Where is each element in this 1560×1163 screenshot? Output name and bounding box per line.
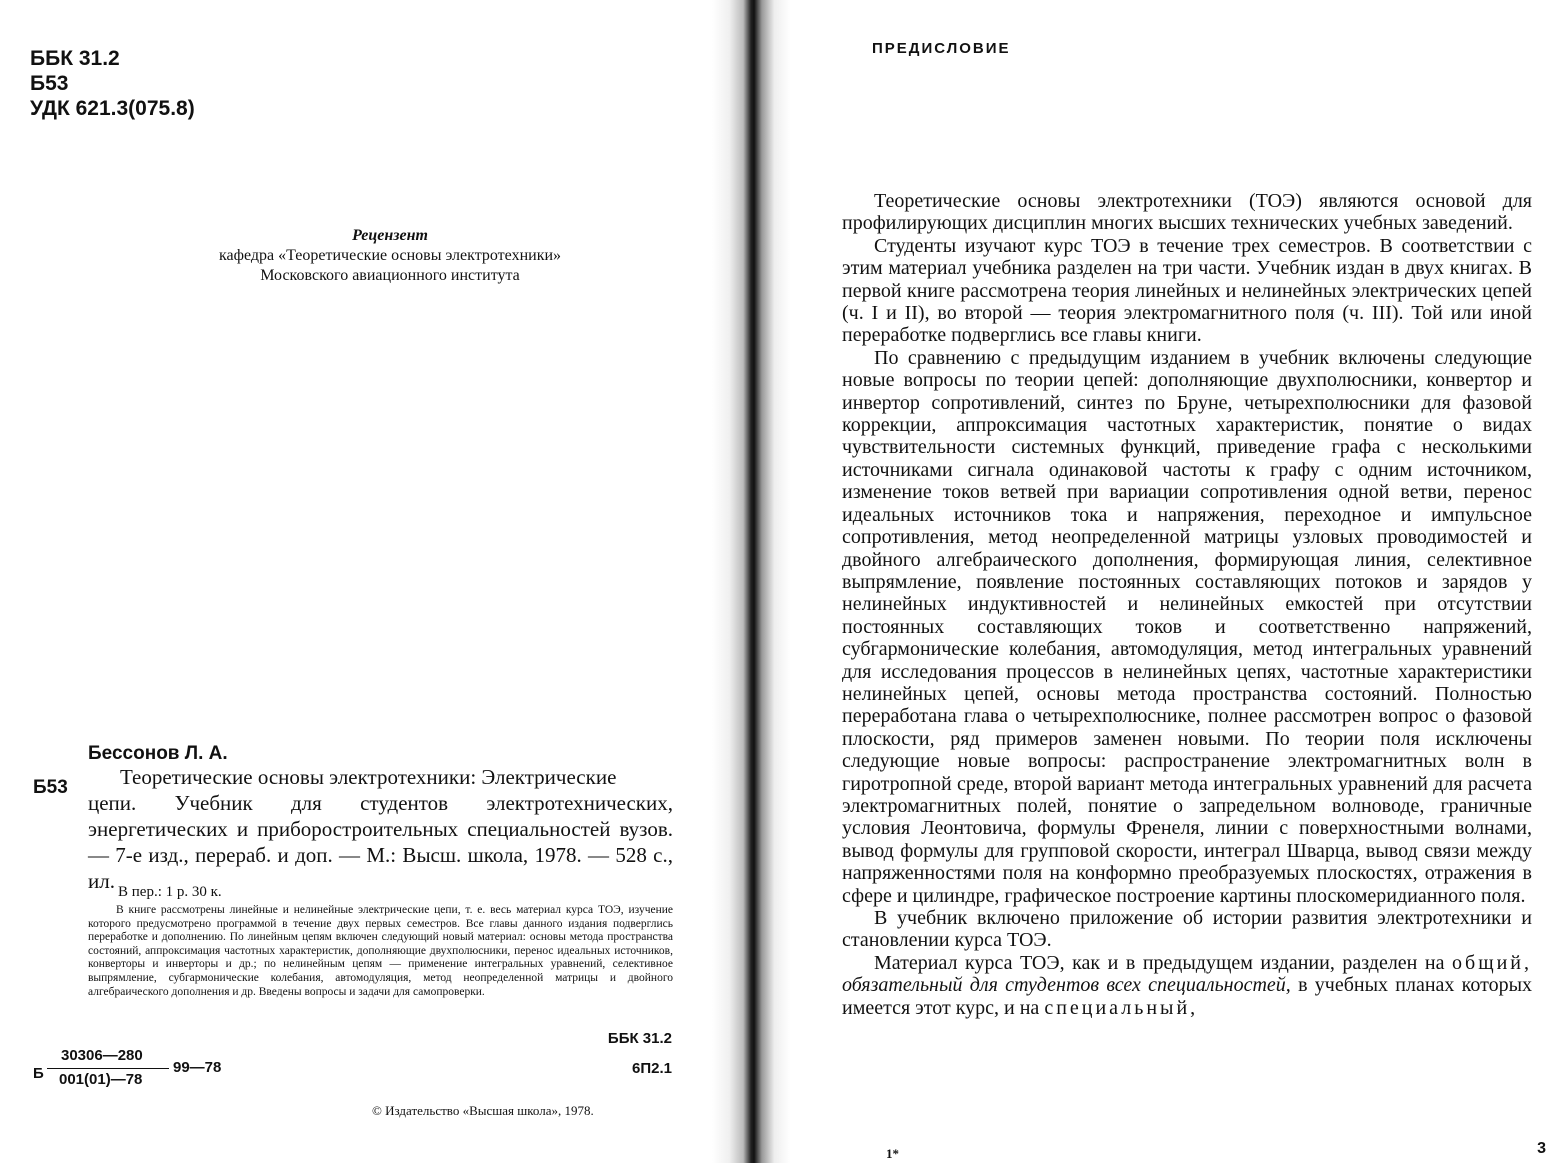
citation-details: цепи. Учебник для студентов электротехнических, энергетических и приборостроительных специальностей вузов. — 7-е изд., перераб. и доп. — М.: Высш. школа, 1978. — 528 с., ил. xyxy=(88,791,673,893)
catalog-code: Б53 xyxy=(33,777,68,798)
udk-code: УДК 621.3(075.8) xyxy=(30,97,195,120)
left-page xyxy=(0,0,712,1163)
paragraph-5-start: Материал курса ТОЭ, как и в предыдущем издании, разделен на xyxy=(874,951,1445,974)
bbk-bottom: ББК 31.2 xyxy=(607,1030,672,1047)
citation-title: Теоретические основы электротехники: Электрические xyxy=(120,765,617,789)
author-mark: Б53 xyxy=(30,72,69,95)
fraction-bar xyxy=(47,1068,169,1069)
bbk-code: ББК 31.2 xyxy=(30,47,120,70)
price: В пер.: 1 р. 30 к. xyxy=(118,884,222,900)
author-name: Бессонов Л. А. xyxy=(88,743,228,764)
spaced-general: общий, xyxy=(1452,951,1533,974)
right-page xyxy=(790,0,1560,1163)
italic-mandatory: обязательный для студентов всех специальностей, xyxy=(842,974,1291,997)
annotation-text: В книге рассмотрены линейные и нелинейные электрические цепи, т. е. весь материал курса ТОЭ, изучение которого предусмотрено программой в течение двух первых семестров. Все главы данного издания подверглись переработке и дополнению. По линейным цепям включен следующий новый материал: основы метода пространства состояний, аппроксимация частотных характеристик, дополняющие двухполюсники, перенос идеальных источников, конверторы и инверторы и др.; по нелинейным цепям — применение интегральных уравнений, селективное выпрямление, субгармонические колебания, автомодуляция, метод неопределенной матрицы и двойного алгебраического дополнения и др. Введены вопросы и задачи для самопроверки. xyxy=(88,904,673,998)
reviewer-line-1: кафедра «Теоретические основы электротехники» xyxy=(218,247,562,264)
paragraph-5-middle: в учебных планах которых имеется этот курс, и на xyxy=(842,974,1533,1019)
reviewer-block xyxy=(110,226,670,286)
preface-paragraph-5 xyxy=(842,952,1532,1019)
signature-mark: 1* xyxy=(886,1146,899,1161)
bibliographic-citation xyxy=(88,764,673,894)
reviewer-heading: Рецензент xyxy=(352,227,428,244)
bbk-secondary-code: 6П2.1 xyxy=(632,1060,672,1077)
preface-title: ПРЕДИСЛОВИЕ xyxy=(872,40,1011,57)
preface-body xyxy=(842,190,1532,1019)
reviewer-line-2: Московского авиационного института xyxy=(260,267,520,284)
annotation xyxy=(88,904,673,999)
spaced-special: специальный, xyxy=(1044,996,1199,1019)
index-numerator: 30306—280 xyxy=(61,1047,143,1064)
page-number: 3 xyxy=(1537,1140,1546,1157)
preface-paragraph-1: Теоретические основы электротехники (ТОЭ) являются основой для профилирующих дисциплин многих высших технических учебных заведений. xyxy=(842,190,1532,235)
preface-paragraph-2: Студенты изучают курс ТОЭ в течение трех семестров. В соответствии с этим материал учебника разделен на три части. Учебник издан в двух книгах. В первой книге рассмотрена теория линейных и нелинейных электрических цепей (ч. I и II), во второй — теория электромагнитного поля (ч. III). Той или иной переработке подверглись все главы книги. xyxy=(842,234,1532,347)
preface-paragraph-3: По сравнению с предыдущим изданием в учебник включены следующие новые вопросы по теории цепей: дополняющие двухполюсники, конвертор и инвертор сопротивлений, синтез по Бруне, четырехполюсники для фазовой коррекции, аппроксимация частотных характеристик, понятие о видах чувствительности системных функций, приведение графа с несколькими источниками сигнала одинаковой частоты к графу с одним источником, изменение токов ветвей при вариации сопротивления одной ветви, перенос идеальных источников тока и напряжения, переходное и импульсное сопротивления, метод неопределенной матрицы узловых проводимостей и двойного алгебраического дополнения, формирующая линия, селективное выпрямление, появление постоянных составляющих потоков и зарядов у нелинейных индуктивностей и нелинейных емкостей при отсутствии постоянных составляющих токов и соответственно напряжений, субгармонические колебания, автомодуляция, метод интегральных уравнений для исследования процессов в нелинейных цепях, частотные характеристики нелинейных цепей, основы метода пространства состояний. Полностью переработана глава о четырехполюснике, полнее рассмотрен вопрос о фазовой плоскости, ряд примеров заменен новыми. По теории поля исключены следующие новые вопросы: распространение электромагнитных волн в гиротропной среде, второй вариант метода интегральных уравнений для расчета электромагнитных полей, понятие о запредельном волноводе, граничные условия Леонтовича, формулы Френеля, линии с поверхностными волнами, вывод формулы для групповой скорости, интеграл Шварца, вывод связи между напряженностями поля на конформно преобразуемых плоскостях, отражения в сфере и цилиндре, графическое построение картины плоскомеридианного поля. xyxy=(842,346,1532,907)
preface-paragraph-4: В учебник включено приложение об истории развития электротехники и становлении курса ТОЭ. xyxy=(842,907,1532,952)
index-tail: 99—78 xyxy=(173,1059,222,1076)
book-gutter xyxy=(712,0,790,1163)
index-denominator: 001(01)—78 xyxy=(59,1071,143,1088)
index-letter: Б xyxy=(33,1065,44,1082)
copyright: © Издательство «Высшая школа», 1978. xyxy=(372,1103,594,1118)
classification-block xyxy=(30,46,195,121)
